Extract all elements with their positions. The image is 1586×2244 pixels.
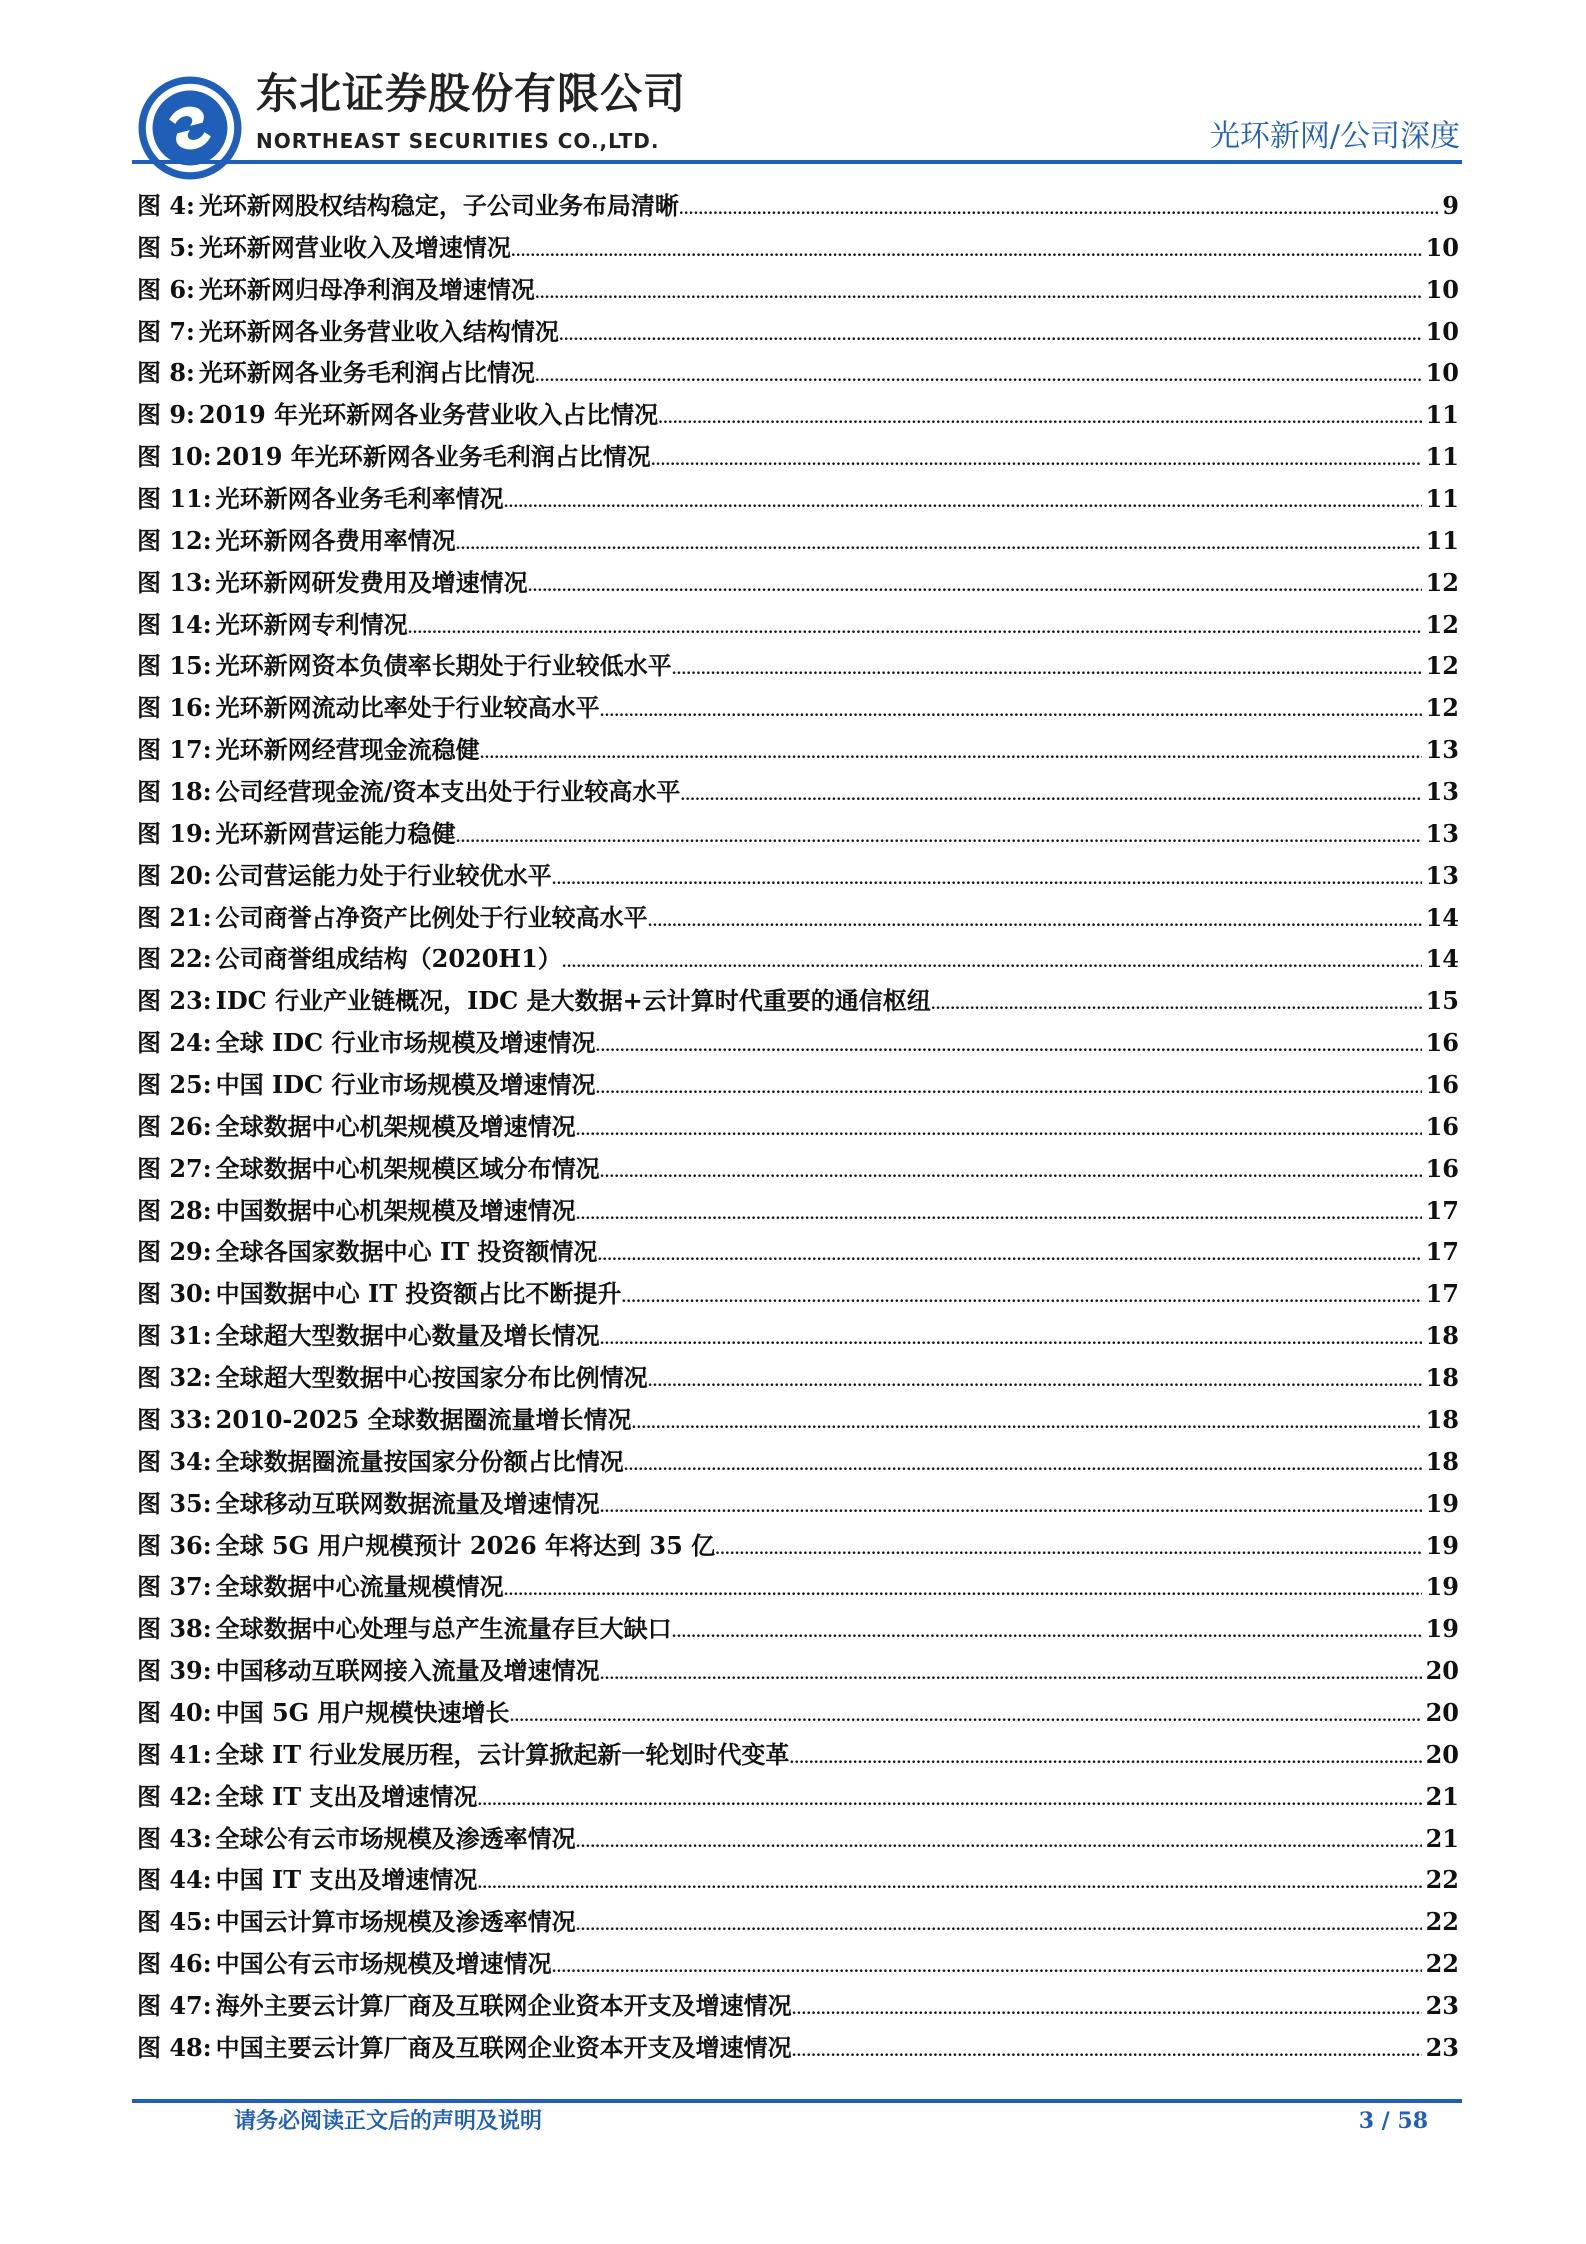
toc-entry[interactable] (137, 734, 1459, 776)
toc-page-number[interactable]: 12 (1425, 567, 1459, 597)
toc-leader-dots (480, 738, 1422, 770)
toc-entry[interactable] (137, 1739, 1459, 1781)
toc-page-number[interactable]: 22 (1425, 1865, 1459, 1895)
toc-page-number[interactable]: 17 (1425, 1279, 1459, 1309)
toc-page-number[interactable]: 11 (1425, 442, 1459, 472)
toc-entry[interactable] (137, 1404, 1459, 1446)
toc-entry[interactable] (137, 1571, 1459, 1613)
toc-leader-dots (559, 320, 1422, 352)
company-name-en: NORTHEAST SECURITIES CO.,LTD. (256, 129, 660, 153)
toc-figure-title[interactable]: 全球 5G 用户规模预计 2026 年将达到 35 亿 (215, 1530, 716, 1560)
toc-page-number[interactable]: 16 (1425, 1028, 1459, 1058)
toc-figure-label: 图 43: (137, 1823, 212, 1853)
toc-leader-dots (648, 906, 1422, 938)
toc-page-number[interactable]: 13 (1425, 818, 1459, 848)
toc-figure-title[interactable]: 2010-2025 全球数据圈流量增长情况 (215, 1404, 632, 1434)
toc-page-number[interactable]: 12 (1425, 609, 1459, 639)
toc-entry[interactable] (137, 441, 1459, 483)
toc-entry[interactable] (137, 1320, 1459, 1362)
toc-leader-dots (658, 403, 1422, 435)
toc-figure-label: 图 26: (137, 1111, 212, 1141)
toc-entry[interactable] (137, 1278, 1459, 1320)
toc-leader-dots (477, 1785, 1421, 1817)
company-name-cn: 东北证券股份有限公司 (256, 69, 687, 118)
toc-page-number[interactable]: 17 (1425, 1195, 1459, 1225)
toc-page-number[interactable]: 16 (1425, 1070, 1459, 1100)
toc-leader-dots (931, 989, 1422, 1021)
toc-figure-title[interactable]: 光环新网股权结构稳定，子公司业务布局清晰 (198, 191, 679, 220)
toc-figure-label: 图 45: (137, 1907, 212, 1937)
document-title: 光环新网/公司深度 (1209, 119, 1460, 154)
toc-figure-label: 图 37: (137, 1572, 212, 1602)
toc-leader-dots (621, 1282, 1421, 1314)
toc-leader-dots (562, 947, 1422, 979)
toc-page-number[interactable]: 13 (1425, 860, 1459, 890)
toc-leader-dots (679, 194, 1438, 226)
toc-figure-label: 图 21: (137, 902, 212, 932)
toc-page-number[interactable]: 22 (1425, 1949, 1459, 1979)
toc-figure-label: 图 44: (137, 1865, 212, 1895)
toc-leader-dots (597, 1240, 1421, 1272)
toc-figure-label: 图 10: (137, 442, 212, 472)
toc-leader-dots (504, 1575, 1422, 1607)
toc-page-number[interactable]: 9 (1442, 191, 1459, 220)
toc-page-number[interactable]: 23 (1425, 1990, 1459, 2020)
toc-leader-dots (600, 696, 1422, 728)
toc-figure-label: 图 12: (137, 525, 212, 555)
toc-figure-label: 图 16: (137, 693, 212, 723)
toc-leader-dots (576, 1199, 1422, 1231)
toc-figure-label: 图 38: (137, 1614, 212, 1644)
toc-figure-title[interactable]: 海外主要云计算厂商及互联网企业资本开支及增速情况 (215, 1990, 792, 2020)
toc-entry[interactable] (137, 567, 1459, 609)
toc-page-number[interactable]: 23 (1425, 2032, 1459, 2062)
toc-figure-label: 图 30: (137, 1279, 212, 1309)
toc-leader-dots (535, 361, 1422, 393)
toc-figure-title[interactable]: 中国云计算市场规模及渗透率情况 (215, 1907, 576, 1937)
toc-entry[interactable] (137, 1864, 1459, 1906)
toc-figure-title[interactable]: 全球超大型数据中心按国家分布比例情况 (215, 1363, 648, 1393)
toc-leader-dots (595, 1073, 1421, 1105)
toc-page-number[interactable]: 16 (1425, 1153, 1459, 1183)
toc-page-number[interactable]: 19 (1425, 1488, 1459, 1518)
toc-figure-label: 图 9: (137, 400, 195, 430)
toc-figure-label: 图 25: (137, 1070, 212, 1100)
figure-table-of-contents (137, 190, 1459, 2074)
toc-page-number[interactable]: 10 (1425, 274, 1459, 304)
toc-figure-title[interactable]: 2019 年光环新网各业务营业收入占比情况 (198, 400, 659, 430)
toc-figure-title[interactable]: 光环新网流动比率处于行业较高水平 (215, 693, 600, 723)
toc-page-number[interactable]: 21 (1425, 1823, 1459, 1853)
toc-figure-title[interactable]: 光环新网专利情况 (215, 609, 408, 639)
toc-leader-dots (552, 1952, 1422, 1984)
toc-figure-title[interactable]: 光环新网营运能力稳健 (215, 818, 456, 848)
toc-figure-title[interactable]: 全球 IDC 行业市场规模及增速情况 (215, 1028, 596, 1058)
toc-entry[interactable] (137, 1488, 1459, 1530)
header-divider (132, 160, 1462, 164)
toc-leader-dots (715, 1534, 1421, 1566)
toc-figure-title[interactable]: 全球数据中心流量规模情况 (215, 1572, 504, 1602)
toc-page-number[interactable]: 13 (1425, 735, 1459, 765)
toc-entry[interactable] (137, 1613, 1459, 1655)
toc-leader-dots (552, 864, 1422, 896)
toc-figure-label: 图 23: (137, 986, 212, 1016)
toc-page-number[interactable]: 22 (1425, 1907, 1459, 1937)
toc-figure-label: 图 19: (137, 818, 212, 848)
toc-leader-dots (576, 1115, 1422, 1147)
toc-figure-label: 图 31: (137, 1321, 212, 1351)
toc-figure-label: 图 20: (137, 860, 212, 890)
toc-figure-title[interactable]: 光环新网归母净利润及增速情况 (198, 274, 535, 304)
page-number: 3 / 58 (1358, 2108, 1428, 2134)
toc-leader-dots (504, 487, 1422, 519)
toc-entry[interactable] (137, 1362, 1459, 1404)
toc-entry[interactable] (137, 190, 1459, 232)
toc-figure-title[interactable]: 全球 IT 支出及增速情况 (215, 1781, 478, 1811)
toc-entry[interactable] (137, 316, 1459, 358)
toc-entry[interactable] (137, 274, 1459, 316)
toc-figure-label: 图 47: (137, 1990, 212, 2020)
toc-figure-title[interactable]: IDC 行业产业链概况，IDC 是大数据+云计算时代重要的通信枢纽 (215, 986, 931, 1016)
toc-page-number[interactable]: 10 (1425, 358, 1459, 388)
toc-page-number[interactable]: 19 (1425, 1530, 1459, 1560)
toc-figure-title[interactable]: 公司商誉组成结构（2020H1） (215, 944, 562, 974)
toc-figure-label: 图 29: (137, 1237, 212, 1267)
toc-figure-label: 图 35: (137, 1488, 212, 1518)
toc-figure-title[interactable]: 全球公有云市场规模及渗透率情况 (215, 1823, 576, 1853)
toc-entry[interactable] (137, 776, 1459, 818)
toc-entry[interactable] (137, 2032, 1459, 2074)
toc-figure-title[interactable]: 全球移动互联网数据流量及增速情况 (215, 1488, 600, 1518)
toc-entry[interactable] (137, 483, 1459, 525)
toc-entry[interactable] (137, 399, 1459, 441)
toc-figure-label: 图 22: (137, 944, 212, 974)
toc-figure-title[interactable]: 中国数据中心机架规模及增速情况 (215, 1195, 576, 1225)
toc-page-number[interactable]: 21 (1425, 1781, 1459, 1811)
toc-leader-dots (511, 236, 1422, 268)
toc-page-number[interactable]: 15 (1425, 986, 1459, 1016)
toc-page-number[interactable]: 10 (1425, 232, 1459, 262)
toc-entry[interactable] (137, 1446, 1459, 1488)
toc-page-number[interactable]: 11 (1425, 525, 1459, 555)
toc-figure-label: 图 6: (137, 274, 195, 304)
toc-figure-label: 图 13: (137, 567, 212, 597)
toc-leader-dots (792, 1994, 1422, 2026)
toc-leader-dots (595, 1031, 1421, 1063)
toc-leader-dots (528, 571, 1422, 603)
toc-page-number[interactable]: 18 (1425, 1404, 1459, 1434)
toc-figure-title[interactable]: 全球数据圈流量按国家分份额占比情况 (215, 1446, 624, 1476)
toc-figure-label: 图 40: (137, 1697, 212, 1727)
toc-page-number[interactable]: 12 (1425, 651, 1459, 681)
toc-leader-dots (408, 613, 1422, 645)
toc-entry[interactable] (137, 1990, 1459, 2032)
toc-figure-title[interactable]: 中国移动互联网接入流量及增速情况 (215, 1656, 600, 1686)
toc-figure-title[interactable]: 光环新网资本负债率长期处于行业较低水平 (215, 651, 672, 681)
toc-page-number[interactable]: 16 (1425, 1111, 1459, 1141)
toc-figure-title[interactable]: 光环新网各业务营业收入结构情况 (198, 316, 559, 346)
toc-leader-dots (672, 654, 1422, 686)
footer-divider (132, 2099, 1462, 2103)
toc-entry[interactable] (137, 650, 1459, 692)
toc-entry[interactable] (137, 1236, 1459, 1278)
toc-figure-title[interactable]: 2019 年光环新网各业务毛利润占比情况 (215, 442, 651, 472)
toc-figure-label: 图 5: (137, 232, 195, 262)
toc-figure-title[interactable]: 全球超大型数据中心数量及增长情况 (215, 1321, 600, 1351)
toc-leader-dots (510, 1701, 1422, 1733)
toc-entry[interactable] (137, 860, 1459, 902)
toc-figure-label: 图 11: (137, 484, 212, 514)
toc-page-number[interactable]: 12 (1425, 693, 1459, 723)
toc-figure-title[interactable]: 中国 IT 支出及增速情况 (215, 1865, 478, 1895)
toc-page-number[interactable]: 18 (1425, 1446, 1459, 1476)
toc-figure-title[interactable]: 全球 IT 行业发展历程，云计算掀起新一轮划时代变革 (215, 1739, 790, 1769)
toc-figure-label: 图 8: (137, 358, 195, 388)
toc-figure-title[interactable]: 公司营运能力处于行业较优水平 (215, 860, 552, 890)
toc-page-number[interactable]: 11 (1425, 484, 1459, 514)
toc-page-number[interactable]: 14 (1425, 902, 1459, 932)
toc-entry[interactable] (137, 1530, 1459, 1572)
toc-entry[interactable] (137, 609, 1459, 651)
toc-leader-dots (632, 1408, 1422, 1440)
toc-leader-dots (576, 1827, 1422, 1859)
toc-entry[interactable] (137, 1823, 1459, 1865)
toc-leader-dots (535, 278, 1422, 310)
toc-leader-dots (672, 1617, 1422, 1649)
toc-page-number[interactable]: 19 (1425, 1614, 1459, 1644)
toc-leader-dots (576, 1910, 1422, 1942)
toc-entry[interactable] (137, 232, 1459, 274)
toc-figure-title[interactable]: 光环新网各费用率情况 (215, 525, 456, 555)
toc-entry[interactable] (137, 1697, 1459, 1739)
toc-figure-label: 图 34: (137, 1446, 212, 1476)
toc-figure-title[interactable]: 全球数据中心机架规模及增速情况 (215, 1111, 576, 1141)
toc-figure-label: 图 7: (137, 316, 195, 346)
toc-figure-title[interactable]: 光环新网经营现金流稳健 (215, 735, 480, 765)
toc-page-number[interactable]: 10 (1425, 316, 1459, 346)
toc-entry[interactable] (137, 1655, 1459, 1697)
toc-entry[interactable] (137, 1111, 1459, 1153)
toc-figure-title[interactable]: 全球各国家数据中心 IT 投资额情况 (215, 1237, 598, 1267)
toc-figure-label: 图 24: (137, 1028, 212, 1058)
toc-page-number[interactable]: 19 (1425, 1572, 1459, 1602)
toc-page-number[interactable]: 18 (1425, 1321, 1459, 1351)
toc-leader-dots (651, 445, 1422, 477)
toc-figure-label: 图 41: (137, 1739, 212, 1769)
toc-figure-label: 图 32: (137, 1363, 212, 1393)
toc-leader-dots (600, 1157, 1422, 1189)
toc-leader-dots (680, 780, 1421, 812)
toc-leader-dots (477, 1868, 1421, 1900)
toc-entry[interactable] (137, 943, 1459, 985)
toc-figure-title[interactable]: 全球数据中心机架规模区域分布情况 (215, 1153, 600, 1183)
toc-figure-title[interactable]: 中国主要云计算厂商及互联网企业资本开支及增速情况 (215, 2032, 792, 2062)
toc-leader-dots (600, 1659, 1422, 1691)
toc-entry[interactable] (137, 1906, 1459, 1948)
toc-leader-dots (600, 1324, 1422, 1356)
toc-entry[interactable] (137, 1153, 1459, 1195)
toc-entry[interactable] (137, 692, 1459, 734)
toc-figure-label: 图 28: (137, 1195, 212, 1225)
toc-leader-dots (456, 822, 1422, 854)
toc-figure-title[interactable]: 光环新网营业收入及增速情况 (198, 232, 511, 262)
footer-disclaimer: 请务必阅读正文后的声明及说明 (234, 2108, 543, 2134)
toc-figure-title[interactable]: 中国数据中心 IT 投资额占比不断提升 (215, 1279, 622, 1309)
toc-page-number[interactable]: 20 (1425, 1656, 1459, 1686)
toc-figure-title[interactable]: 公司经营现金流/资本支出处于行业较高水平 (215, 777, 681, 807)
toc-page-number[interactable]: 17 (1425, 1237, 1459, 1267)
toc-figure-title[interactable]: 中国 IDC 行业市场规模及增速情况 (215, 1070, 596, 1100)
toc-entry[interactable] (137, 1948, 1459, 1990)
toc-leader-dots (456, 529, 1422, 561)
toc-entry[interactable] (137, 1027, 1459, 1069)
toc-entry[interactable] (137, 1781, 1459, 1823)
toc-page-number[interactable]: 13 (1425, 777, 1459, 807)
toc-figure-label: 图 14: (137, 609, 212, 639)
toc-figure-title[interactable]: 光环新网各业务毛利率情况 (215, 484, 504, 514)
toc-leader-dots (624, 1450, 1422, 1482)
toc-leader-dots (600, 1492, 1422, 1524)
toc-figure-label: 图 46: (137, 1949, 212, 1979)
toc-figure-label: 图 39: (137, 1656, 212, 1686)
toc-entry[interactable] (137, 818, 1459, 860)
toc-figure-title[interactable]: 光环新网研发费用及增速情况 (215, 567, 528, 597)
company-logo (138, 76, 242, 180)
toc-entry[interactable] (137, 902, 1459, 944)
toc-figure-label: 图 27: (137, 1153, 212, 1183)
toc-page-number[interactable]: 14 (1425, 944, 1459, 974)
toc-page-number[interactable]: 20 (1425, 1697, 1459, 1727)
toc-figure-label: 图 48: (137, 2032, 212, 2062)
toc-entry[interactable] (137, 357, 1459, 399)
toc-figure-label: 图 42: (137, 1781, 212, 1811)
toc-figure-label: 图 18: (137, 777, 212, 807)
toc-figure-title[interactable]: 公司商誉占净资产比例处于行业较高水平 (215, 902, 648, 932)
toc-figure-label: 图 15: (137, 651, 212, 681)
toc-page-number[interactable]: 20 (1425, 1739, 1459, 1769)
toc-page-number[interactable]: 11 (1425, 400, 1459, 430)
toc-page-number[interactable]: 18 (1425, 1363, 1459, 1393)
toc-leader-dots (789, 1743, 1421, 1775)
toc-figure-title[interactable]: 光环新网各业务毛利润占比情况 (198, 358, 535, 388)
toc-figure-title[interactable]: 中国公有云市场规模及增速情况 (215, 1949, 552, 1979)
toc-figure-label: 图 36: (137, 1530, 212, 1560)
toc-figure-label: 图 17: (137, 735, 212, 765)
toc-figure-title[interactable]: 中国 5G 用户规模快速增长 (215, 1697, 510, 1727)
toc-entry[interactable] (137, 985, 1459, 1027)
toc-figure-label: 图 33: (137, 1404, 212, 1434)
toc-leader-dots (648, 1366, 1422, 1398)
toc-entry[interactable] (137, 1069, 1459, 1111)
toc-figure-label: 图 4: (137, 191, 195, 220)
toc-leader-dots (792, 2036, 1422, 2068)
toc-entry[interactable] (137, 525, 1459, 567)
toc-figure-title[interactable]: 全球数据中心处理与总产生流量存巨大缺口 (215, 1614, 672, 1644)
toc-entry[interactable] (137, 1195, 1459, 1237)
